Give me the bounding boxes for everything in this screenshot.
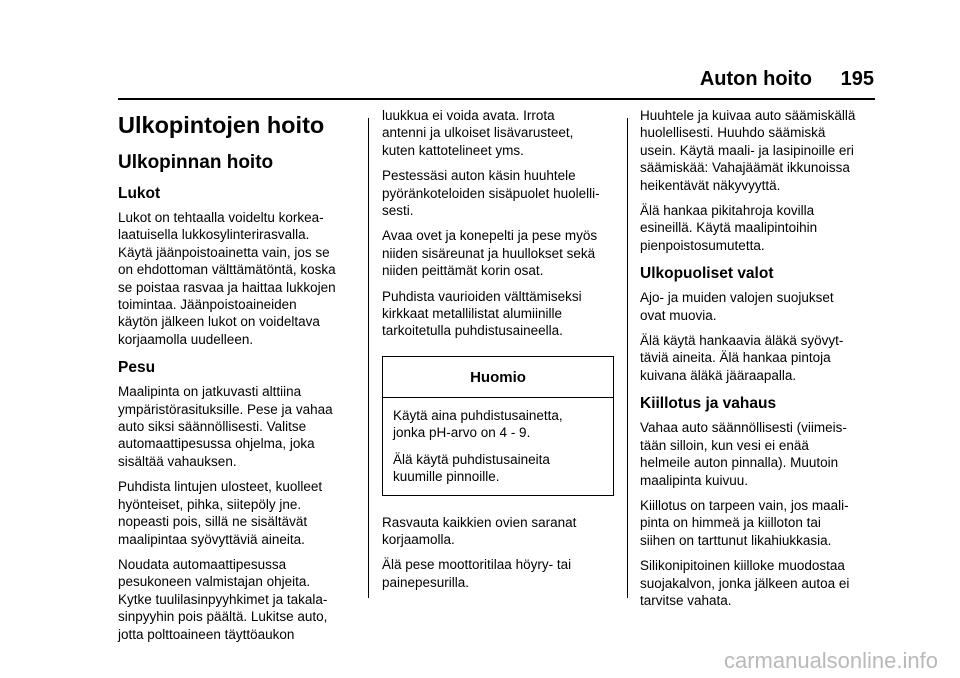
page-number: 195 xyxy=(840,68,874,90)
chapter-heading: Ulkopintojen hoito xyxy=(118,112,325,138)
header-rule xyxy=(118,98,875,100)
paragraph: Älä käytä hankaavia äläkä syövyt- täviä aineita. Älä hankaa pintoja kuivana äläkä jääraapalla. xyxy=(640,333,844,383)
paragraph: Kiillotus on tarpeen vain, jos maali- pinta on himmeä ja kiilloton tai siihen on tarttunut likahiukkasia. xyxy=(640,497,849,548)
notice-body xyxy=(383,398,613,486)
paragraph: Maalipinta on jatkuvasti alttiina ympäristörasituksille. Pese ja vahaa auto siksi säännöllisesti. Valitse automaattipesussa ohjelma, joka sisältää vahauksen. xyxy=(118,384,333,469)
subsection-heading-lukot: Lukot xyxy=(118,185,161,202)
subsection-heading-valot: Ulkopuoliset valot xyxy=(640,265,774,283)
paragraph: Puhdista lintujen ulosteet, kuolleet hyönteiset, pihka, siitepöly jne. nopeasti pois, sillä ne sisältävät maalipintaa syövyttäviä aineita. xyxy=(118,479,323,547)
paragraph: Puhdista vaurioiden välttämiseksi kirkkaat metallilistat alumiinille tarkoitetulla puhdistusaineella. xyxy=(382,288,582,339)
running-header-title: Auton hoito xyxy=(699,68,812,90)
page-header xyxy=(0,0,960,100)
notice-paragraph: Käytä aina puhdistusainetta, jonka pH-arvo on 4 - 9. xyxy=(393,407,563,441)
subsection-heading-kiillotus: Kiillotus ja vahaus xyxy=(640,395,777,413)
paragraph: Silikonipitoinen kiilloke muodostaa suojakalvon, jonka jälkeen autoa ei tarvitse vahata. xyxy=(640,558,850,608)
notice-box xyxy=(382,356,614,496)
section-heading: Ulkopinnan hoito xyxy=(118,152,274,173)
subsection-heading-pesu: Pesu xyxy=(118,359,156,377)
paragraph: Lukot on tehtaalla voideltu korkea- laatuisella lukkosylinterirasvalla. Käytä jäänpoistoainetta vain, jos se on ehdottoman välttämätöntä, koska se poistaa rasvaa ja haittaa lukkojen toimintaa. Jäänpoistoaineiden käytön jälkeen lukot on voideltava korjaamolla uudelleen. xyxy=(118,210,336,347)
text-column-2 xyxy=(382,107,614,599)
text-column-1 xyxy=(118,107,360,651)
paragraph: Rasvauta kaikkien ovien saranat korjaamolla. xyxy=(382,514,577,547)
paragraph: Huuhtele ja kuivaa auto säämiskällä huolellisesti. Huuhdo säämiskä usein. Käytä maali- ja lasipinoille eri säämiskää: Vahajäämät ikkunoissa heikentävät näkyvyyttä. xyxy=(640,108,856,193)
paragraph: Avaa ovet ja konepelti ja pese myös niiden sisäreunat ja huullokset sekä niiden peittämät korin osat. xyxy=(382,228,598,279)
paragraph: Pestessäsi auton käsin huuhtele pyöränkoteloiden sisäpuolet huolelli- sesti. xyxy=(382,168,600,219)
paragraph: Älä pese moottoritilaa höyry- tai painepesurilla. xyxy=(382,557,572,590)
paragraph: Vahaa auto säännöllisesti (viimeis- tään silloin, kun vesi ei enää helmeile auton pinnalla). Muutoin maalipinta kuivuu. xyxy=(640,420,847,488)
watermark-text: carmanualsonline.info xyxy=(723,648,938,673)
paragraph: Ajo- ja muiden valojen suojukset ovat muovia. xyxy=(640,290,834,323)
text-column-3 xyxy=(640,107,880,617)
notice-title: Huomio xyxy=(383,357,613,398)
paragraph: luukkua ei voida avata. Irrota antenni ja ulkoiset lisävarusteet, kuten kattotelineet yms. xyxy=(382,108,574,158)
paragraph: Älä hankaa pikitahroja kovilla esineillä. Käytä maalipintoihin pienpoistosumutetta. xyxy=(640,203,818,253)
column-divider-2 xyxy=(627,118,628,598)
column-divider-1 xyxy=(368,118,369,598)
paragraph: Noudata automaattipesussa pesukoneen valmistajan ohjeita. Kytke tuulilasinpyyhkimet ja takala- sinpyyhin pois päältä. Lukitse auto, jotta polttoaineen täyttöaukon xyxy=(118,556,328,642)
notice-paragraph: Älä käytä puhdistusaineita kuumille pinnoille. xyxy=(393,451,550,485)
